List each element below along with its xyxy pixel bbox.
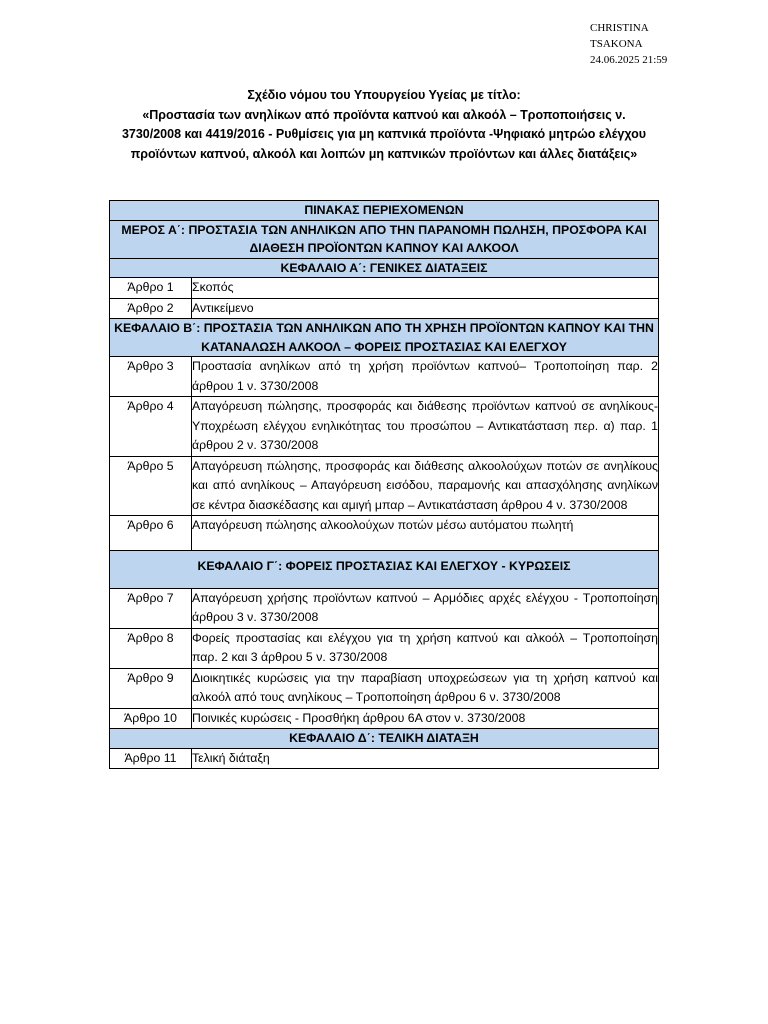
article-title: Απαγόρευση πώλησης, προσφοράς και διάθεσης αλκοολούχων ποτών σε ανηλίκους και από ανηλίκους – Απαγόρευση εισόδου, παραμονής και απασχόλησης ανηλίκων σε κέντρα διασκέδασης και αμιγή μπαρ – Αντικατάσταση άρθρου 4 ν. 3730/2008 [192,456,659,516]
table-row [110,516,659,551]
chapter-c-row [110,551,659,589]
chapter-b-heading: ΚΕΦΑΛΑΙΟ Β΄: ΠΡΟΣΤΑΣΙΑ ΤΩΝ ΑΝΗΛΙΚΩΝ ΑΠΟ ΤΗ ΧΡΗΣΗ ΠΡΟΪΟΝΤΩΝ ΚΑΠΝΟΥ ΚΑΙ ΤΗΝ ΚΑΤΑΝΑΛΩΣΗ ΑΛΚΟΟΛ – ΦΟΡΕΙΣ ΠΡΟΣΤΑΣΙΑΣ ΚΑΙ ΕΛΕΓΧΟΥ [110,319,659,357]
part-a-heading: ΜΕΡΟΣ Α΄: ΠΡΟΣΤΑΣΙΑ ΤΩΝ ΑΝΗΛΙΚΩΝ ΑΠΟ ΤΗΝ ΠΑΡΑΝΟΜΗ ΠΩΛΗΣΗ, ΠΡΟΣΦΟΡΑ ΚΑΙ ΔΙΑΘΕΣΗ ΠΡΟΪΟΝΤΩΝ ΚΑΠΝΟΥ ΚΑΙ ΑΛΚΟΟΛ [110,220,659,258]
table-row [110,708,659,729]
article-title: Διοικητικές κυρώσεις για την παραβίαση υποχρεώσεων για τη χρήση καπνού και αλκοόλ από τους ανηλίκους – Τροποποίηση άρθρου 6 ν. 3730/2008 [192,668,659,708]
article-title: Τελική διάταξη [192,748,659,769]
stamp-name-last: TSAKONA [590,38,643,50]
article-title: Απαγόρευση πώλησης, προσφοράς και διάθεσης προϊόντων καπνού σε ανηλίκους- Υποχρέωση ελέγχου ενηλικότητας του προσώπου – Αντικατάσταση περ. α) παρ. 1 άρθρου 2 ν. 3730/2008 [192,397,659,457]
article-title: Προστασία ανηλίκων από τη χρήση προϊόντων καπνού– Τροποποίηση παρ. 2 άρθρου 1 ν. 3730/2008 [192,357,659,397]
table-row [110,456,659,516]
chapter-d-heading: ΚΕΦΑΛΑΙΟ Δ΄: ΤΕΛΙΚΗ ΔΙΑΤΑΞΗ [110,729,659,749]
table-row [110,298,659,319]
title-bill-name: «Προστασία των ανηλίκων από προϊόντα καπνού και αλκοόλ – Τροποποιήσεις ν. 3730/2008 και 4419/2016 - Ρυθμίσεις για μη καπνικά προϊόντα -Ψηφιακό μητρώο ελέγχου προϊόντων καπνού, αλκοόλ και λοιπών μη καπνικών προϊόντων και άλλες διατάξεις» [121,107,647,161]
article-number: Άρθρο 10 [110,708,192,729]
chapter-b-row [110,319,659,357]
article-title: Φορείς προστασίας και ελέγχου για τη χρήση καπνού και αλκοόλ – Τροποποίηση παρ. 2 και 3 άρθρου 5 ν. 3730/2008 [192,628,659,668]
table-of-contents [109,200,659,769]
table-row [110,748,659,769]
toc-heading-row [110,201,659,221]
table-row [110,357,659,397]
table-row [110,588,659,628]
article-title: Αντικείμενο [192,298,659,319]
chapter-a-heading: ΚΕΦΑΛΑΙΟ Α΄: ΓΕΝΙΚΕΣ ΔΙΑΤΑΞΕΙΣ [110,258,659,278]
signature-stamp [590,20,667,68]
stamp-datetime: 24.06.2025 21:59 [590,54,668,66]
article-number: Άρθρο 1 [110,278,192,299]
article-number: Άρθρο 2 [110,298,192,319]
article-number: Άρθρο 8 [110,628,192,668]
toc-heading: ΠΙΝΑΚΑΣ ΠΕΡΙΕΧΟΜΕΝΩΝ [110,201,659,221]
chapter-d-row [110,729,659,749]
chapter-a-row [110,258,659,278]
article-title: Σκοπός [192,278,659,299]
stamp-name-first: CHRISTINA [590,22,649,34]
table-row [110,397,659,457]
article-number: Άρθρο 4 [110,397,192,457]
article-number: Άρθρο 3 [110,357,192,397]
article-number: Άρθρο 11 [110,748,192,769]
article-number: Άρθρο 7 [110,588,192,628]
article-title: Απαγόρευση πώλησης αλκοολούχων ποτών μέσω αυτόματου πωλητή [192,516,659,551]
title-intro: Σχέδιο νόμου του Υπουργείου Υγείας με τίτλο: [247,88,521,102]
article-number: Άρθρο 6 [110,516,192,551]
table-row [110,628,659,668]
chapter-c-heading: ΚΕΦΑΛΑΙΟ Γ΄: ΦΟΡΕΙΣ ΠΡΟΣΤΑΣΙΑΣ ΚΑΙ ΕΛΕΓΧΟΥ - ΚΥΡΩΣΕΙΣ [110,551,659,589]
article-title: Ποινικές κυρώσεις - Προσθήκη άρθρου 6Α στον ν. 3730/2008 [192,708,659,729]
table-row [110,668,659,708]
document-title [118,86,650,164]
article-title: Απαγόρευση χρήσης προϊόντων καπνού – Αρμόδιες αρχές ελέγχου - Τροποποίηση άρθρου 3 ν. 3730/2008 [192,588,659,628]
table-row [110,278,659,299]
article-number: Άρθρο 5 [110,456,192,516]
article-number: Άρθρο 9 [110,668,192,708]
part-a-row [110,220,659,258]
